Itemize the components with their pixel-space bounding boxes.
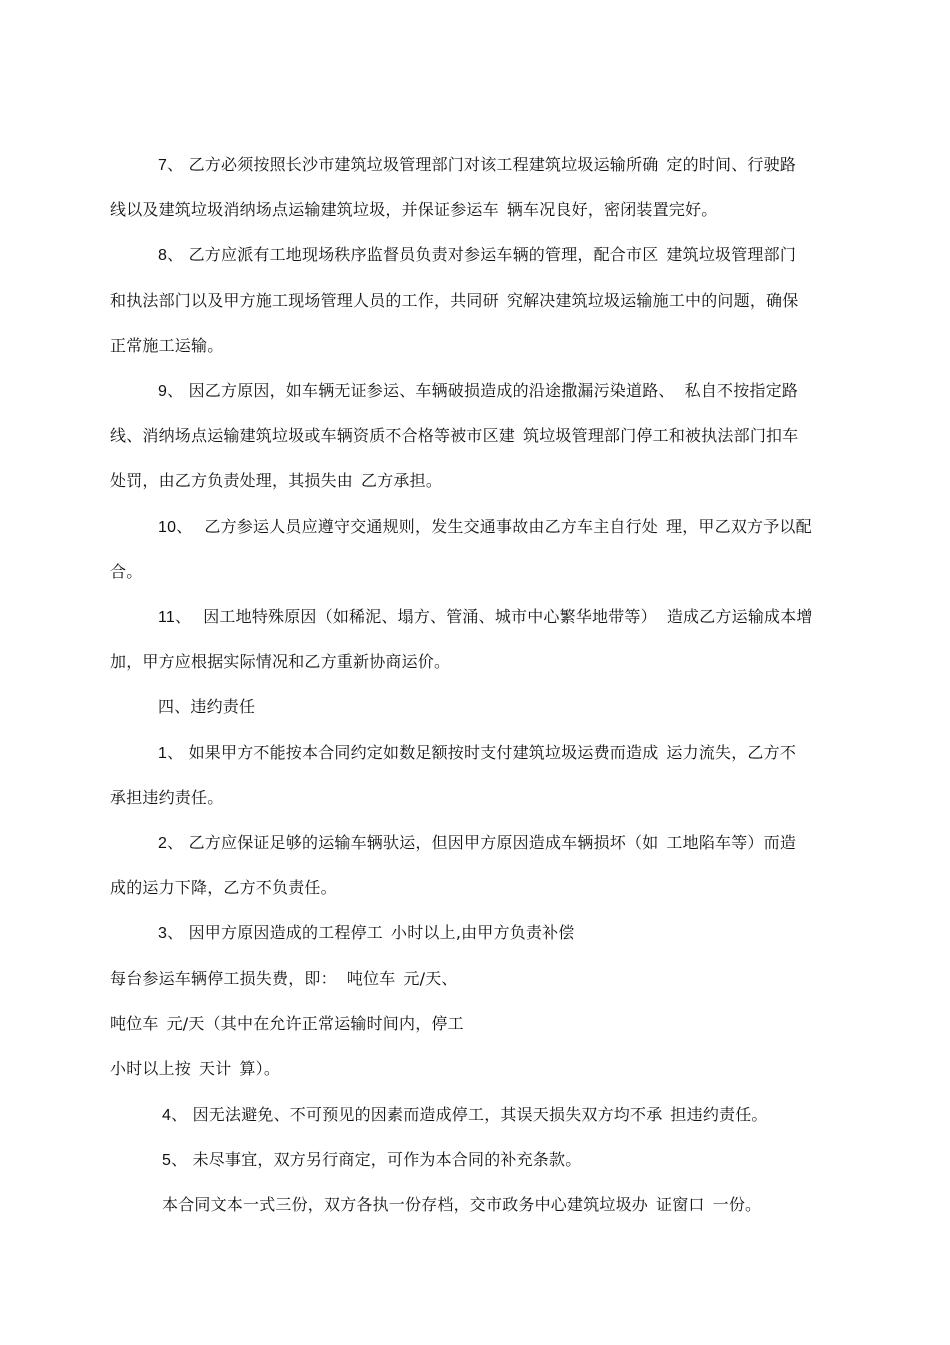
clause-7-line-2 <box>110 199 717 221</box>
liability-3-text-4c: 算）。 <box>239 1059 281 1078</box>
liability-5-line-1 <box>162 1149 581 1172</box>
liability-4-number: 4、 <box>162 1107 188 1124</box>
liability-3-text-2a: 每台参运车辆停工损失费，即： <box>110 969 337 988</box>
clause-7-text-1b: 定的时间、行驶路 <box>666 155 797 174</box>
clause-8-text-1a: 乙方应派有工地现场秩序监督员负责对参运车辆的管理，配合市区 <box>188 245 659 264</box>
liability-2-number: 2、 <box>158 835 184 852</box>
liability-1-text-2: 承担违约责任。 <box>110 788 224 807</box>
closing-line <box>162 1194 761 1216</box>
liability-3-text-1a: 因甲方原因造成的工程停工 <box>188 923 384 942</box>
liability-3-line-1 <box>158 922 575 945</box>
clause-9-text-1b: 私自不按指定路 <box>684 381 799 400</box>
clause-10-text-1a: 乙方参运人员应遵守交通规则，发生交通事故由乙方车主自行处 <box>204 517 659 536</box>
clause-11-line-2 <box>110 651 450 673</box>
clause-10-text-1b: 理，甲乙双方予以配 <box>666 517 812 536</box>
clause-9-text-2b: 筑垃圾管理部门停工和被执法部门扣车 <box>523 426 799 445</box>
liability-1-line-1 <box>158 742 796 765</box>
clause-8-text-2b: 究解决建筑垃圾运输施工中的问题，确保 <box>506 291 799 310</box>
clause-11-number: 11、 <box>158 609 192 626</box>
liability-1-text-1b: 运力流失，乙方不 <box>666 743 797 762</box>
liability-2-line-1 <box>158 832 796 855</box>
liability-2-text-1b: 工地陷车等）而造 <box>666 833 797 852</box>
clause-8-line-1 <box>158 244 796 267</box>
liability-3-text-1b: 小时以上,由甲方负责补偿 <box>391 923 575 942</box>
clause-8-text-1b: 建筑垃圾管理部门 <box>666 245 797 264</box>
liability-3-text-2b: 吨位车 <box>346 969 396 988</box>
clause-7-line-1 <box>158 154 796 177</box>
liability-5-number: 5、 <box>162 1152 188 1169</box>
closing-text-b: 证窗口 <box>656 1195 705 1214</box>
clause-9-line-1 <box>158 380 798 403</box>
liability-1-line-2 <box>110 787 223 809</box>
closing-text-c: 一份。 <box>712 1195 762 1214</box>
liability-4-text-1a: 因无法避免、不可预见的因素而造成停工，其误天损失双方均不承 <box>192 1105 663 1124</box>
liability-3-text-3b: 元/天（其中在允许正常运输时间内，停工 <box>166 1014 464 1033</box>
liability-3-line-4 <box>110 1058 280 1080</box>
clause-10-text-2: 合。 <box>110 562 143 581</box>
section-4-heading: 四、违约责任 <box>158 697 256 716</box>
liability-4-text-1b: 担违约责任。 <box>670 1105 768 1124</box>
clause-9-number: 9、 <box>158 383 184 400</box>
clause-8-line-3 <box>110 335 223 357</box>
liability-1-text-1a: 如果甲方不能按本合同约定如数足额按时支付建筑垃圾运费而造成 <box>188 743 659 762</box>
clause-10-number: 10、 <box>158 519 193 536</box>
clause-7-text-2b: 辆车况良好，密闭装置完好。 <box>506 200 718 219</box>
clause-11-text-1a: 因工地特殊原因（如稀泥、塌方、管涌、城市中心繁华地带等） <box>203 607 657 626</box>
liability-3-line-3 <box>110 1013 464 1035</box>
liability-3-number: 3、 <box>158 925 184 942</box>
clause-11-text-1b: 造成乙方运输成本增 <box>666 607 813 626</box>
liability-2-text-2: 成的运力下降，乙方不负责任。 <box>110 878 337 897</box>
liability-4-line-1 <box>162 1104 768 1127</box>
liability-5-text-1: 未尽事宜，双方另行商定，可作为本合同的补充条款。 <box>192 1150 582 1169</box>
liability-2-text-1a: 乙方应保证足够的运输车辆驮运，但因甲方原因造成车辆损坏（如 <box>188 833 659 852</box>
clause-8-number: 8、 <box>158 247 184 264</box>
liability-3-text-4a: 小时以上按 <box>110 1059 192 1078</box>
clause-11-text-2: 加，甲方应根据实际情况和乙方重新协商运价。 <box>110 652 451 671</box>
clause-11-line-1 <box>158 606 813 629</box>
clause-7-number: 7、 <box>158 157 184 174</box>
clause-10-line-2 <box>110 561 142 583</box>
closing-text-a: 本合同文本一式三份，双方各执一份存档，交市政务中心建筑垃圾办 <box>162 1195 649 1214</box>
clause-9-text-1a: 因乙方原因，如车辆无证参运、车辆破损造成的沿途撒漏污染道路、 <box>188 381 675 400</box>
clause-9-text-2a: 线、消纳场点运输建筑垃圾或车辆资质不合格等被市区建 <box>110 426 516 445</box>
clause-8-text-2a: 和执法部门以及甲方施工现场管理人员的工作，共同研 <box>110 291 499 310</box>
clause-8-line-2 <box>110 290 798 312</box>
liability-1-number: 1、 <box>158 745 184 762</box>
clause-9-line-2 <box>110 425 798 447</box>
clause-7-text-2a: 线以及建筑垃圾消纳场点运输建筑垃圾，并保证参运车 <box>110 200 499 219</box>
clause-7-text-1a: 乙方必须按照长沙市建筑垃圾管理部门对该工程建筑垃圾运输所确 <box>188 155 659 174</box>
clause-9-text-3a: 处罚，由乙方负责处理，其损失由 <box>110 471 354 490</box>
clause-9-text-3b: 乙方承担。 <box>361 471 443 490</box>
clause-9-line-3 <box>110 470 442 492</box>
liability-3-text-2c: 元/天、 <box>403 969 458 988</box>
clause-10-line-1 <box>158 516 812 539</box>
liability-3-text-4b: 天计 <box>199 1059 232 1078</box>
liability-2-line-2 <box>110 877 337 899</box>
liability-3-line-2 <box>110 968 458 990</box>
liability-3-text-3a: 吨位车 <box>110 1014 159 1033</box>
clause-8-text-3: 正常施工运输。 <box>110 336 224 355</box>
